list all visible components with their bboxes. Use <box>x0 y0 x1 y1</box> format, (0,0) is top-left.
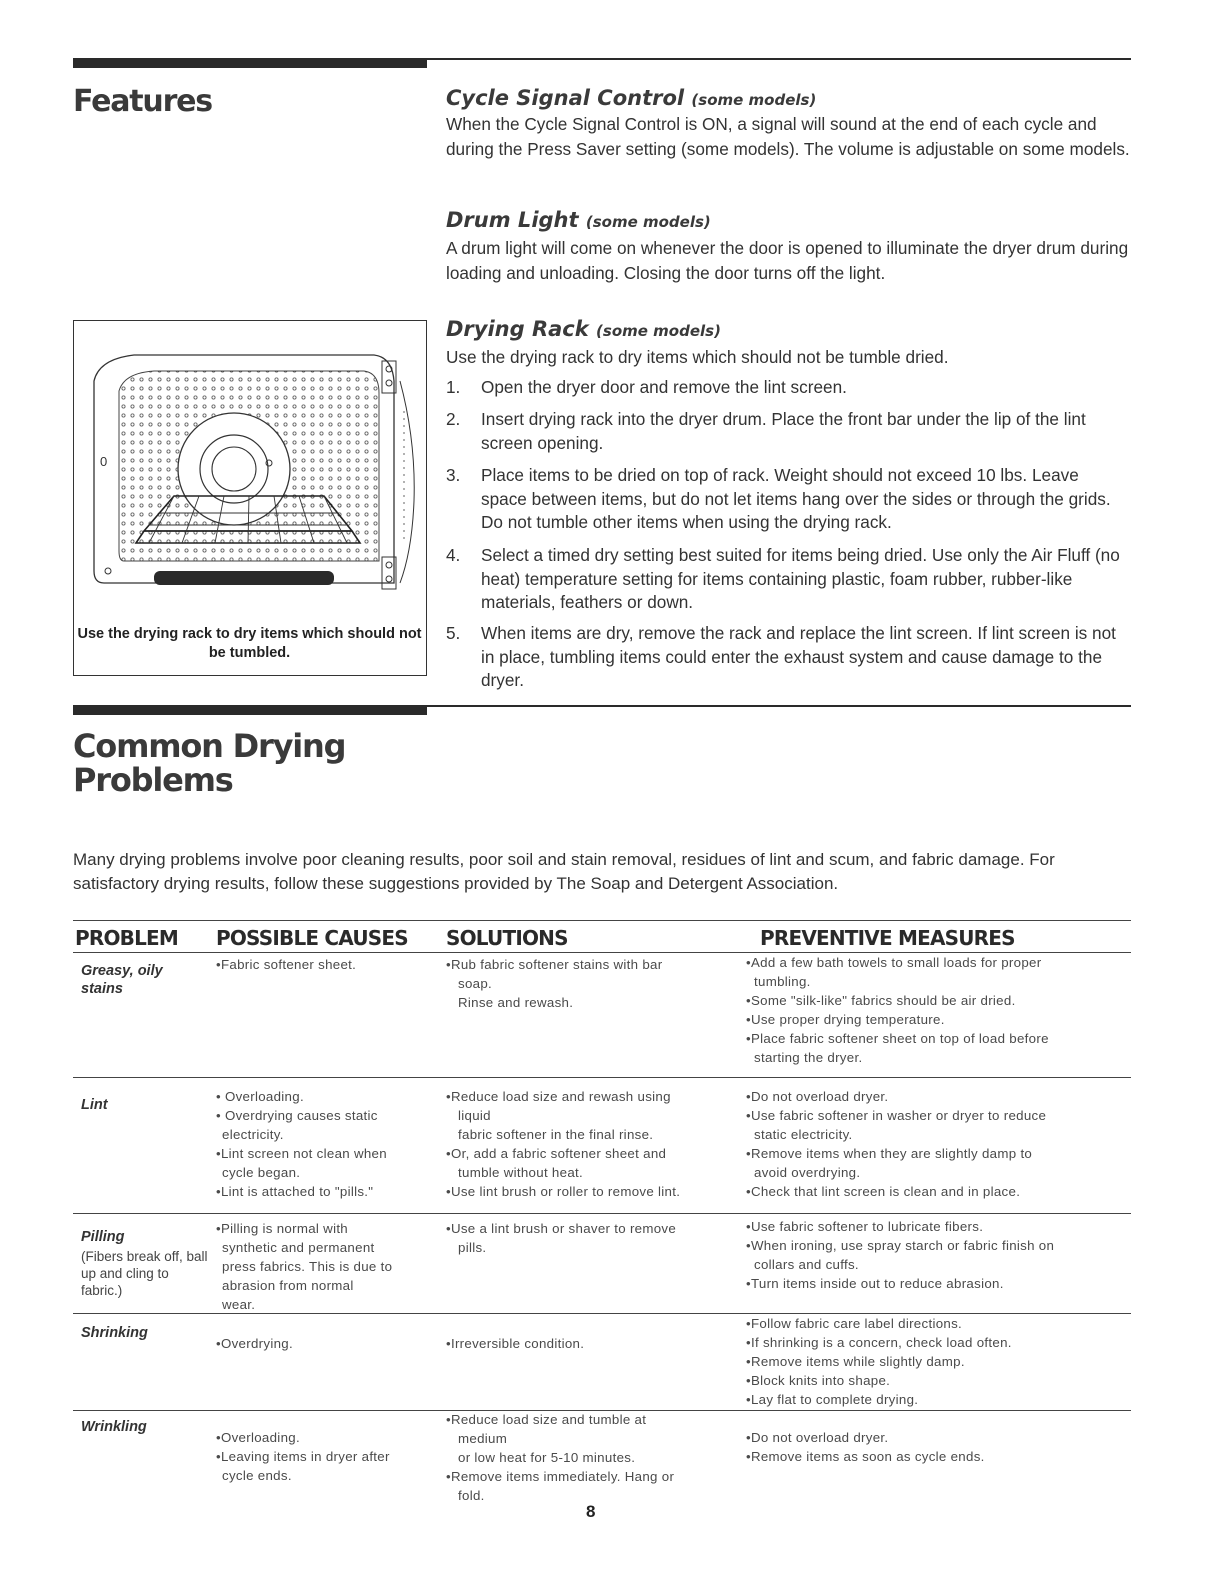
causes-cell: •Overloading. •Leaving items in dryer after cycle ends. <box>216 1430 390 1483</box>
header-solutions: SOLUTIONS <box>446 926 568 950</box>
preventive-cell: •Add a few bath towels to small loads for proper tumbling. •Some "silk-like" fabrics should be air dried. •Use proper drying temperature. •Place fabric softener sheet on top of load before starting the dryer. <box>746 955 1049 1065</box>
problems-intro: Many drying problems involve poor cleaning results, poor soil and stain removal, residues of lint and scum, and fabric damage. For satisfactory drying results, follow these suggestions provided by The Soap and Detergent Association. <box>73 850 1055 893</box>
problem-note: (Fibers break off, ball up and cling to fabric.) <box>81 1249 208 1298</box>
header-causes: POSSIBLE CAUSES <box>216 926 408 950</box>
section-rule-thin <box>427 58 1131 60</box>
cycle-signal-heading: Cycle Signal Control (some models) <box>446 86 817 110</box>
drum-light-body: A drum light will come on whenever the door is opened to illuminate the dryer drum during loading and unloading. Closing the door turns off the light. <box>446 238 1129 283</box>
solutions-cell: •Reduce load size and tumble at medium or low heat for 5-10 minutes. •Remove items immediately. Hang or fold. <box>446 1412 675 1503</box>
section-rule-thin <box>427 705 1131 707</box>
solutions-cell: •Rub fabric softener stains with bar soap. Rinse and rewash. <box>446 957 663 1010</box>
section-rule-dark <box>73 58 427 68</box>
table-top-rule <box>73 920 1131 921</box>
features-title: Features <box>73 84 212 119</box>
problem-label: Shrinking <box>81 1325 148 1341</box>
svg-text:0: 0 <box>100 454 108 469</box>
header-problem: PROBLEM <box>75 926 179 950</box>
preventive-cell: •Do not overload dryer. •Remove items as soon as cycle ends. <box>746 1430 985 1464</box>
row-rule <box>73 1077 1131 1078</box>
solutions-cell: •Use a lint brush or shaver to remove pills. <box>446 1221 677 1255</box>
problem-label: Pilling <box>81 1229 125 1245</box>
problem-label: Greasy, oily stains <box>81 963 163 997</box>
problems-title: Common Drying Problems <box>73 727 346 799</box>
drying-rack-figure <box>73 320 427 676</box>
problem-label: Lint <box>81 1097 108 1113</box>
section-rule-dark <box>73 705 427 715</box>
causes-cell: •Pilling is normal with synthetic and permanent press fabrics. This is due to abrasion from normal wear. <box>216 1221 393 1312</box>
header-preventive: PREVENTIVE MEASURES <box>760 926 1015 950</box>
problem-label: Wrinkling <box>81 1419 147 1435</box>
drum-light-heading: Drum Light (some models) <box>446 208 711 232</box>
solutions-cell: •Reduce load size and rewash using liquid fabric softener in the final rinse. •Or, add a fabric softener sheet and tumble without heat. •Use lint brush or roller to remove lint. <box>446 1089 681 1199</box>
cycle-signal-body: When the Cycle Signal Control is ON, a signal will sound at the end of each cycle and during the Press Saver setting (some models). The volume is adjustable on some models. <box>446 114 1130 159</box>
preventive-cell: •Follow fabric care label directions. •If shrinking is a concern, check load often. •Remove items while slightly damp. •Block knits into shape. •Lay flat to complete drying. <box>746 1316 1012 1407</box>
dryer-drum-illustration <box>74 321 425 621</box>
causes-cell: •Fabric softener sheet. <box>216 957 357 972</box>
preventive-cell: •Do not overload dryer. •Use fabric softener in washer or dryer to reduce static electricity. •Remove items when they are slightly damp to avoid overdrying. •Check that lint screen is clean and in place. <box>746 1089 1047 1199</box>
page-number: 8 <box>586 1502 596 1521</box>
drying-rack-heading: Drying Rack (some models) <box>446 317 721 341</box>
drying-rack-intro: Use the drying rack to dry items which should not be tumble dried. <box>446 347 949 367</box>
row-rule <box>73 1213 1131 1214</box>
causes-cell: • Overloading. • Overdrying causes static electricity. •Lint screen not clean when cycle began. •Lint is attached to "pills." <box>216 1089 387 1199</box>
figure-caption: Use the drying rack to dry items which should not be tumbled. <box>77 626 422 661</box>
causes-cell: •Overdrying. <box>216 1336 293 1351</box>
preventive-cell: •Use fabric softener to lubricate fibers. •When ironing, use spray starch or fabric finish on collars and cuffs. •Turn items inside out to reduce abrasion. <box>746 1219 1055 1291</box>
solutions-cell: •Irreversible condition. <box>446 1336 585 1351</box>
